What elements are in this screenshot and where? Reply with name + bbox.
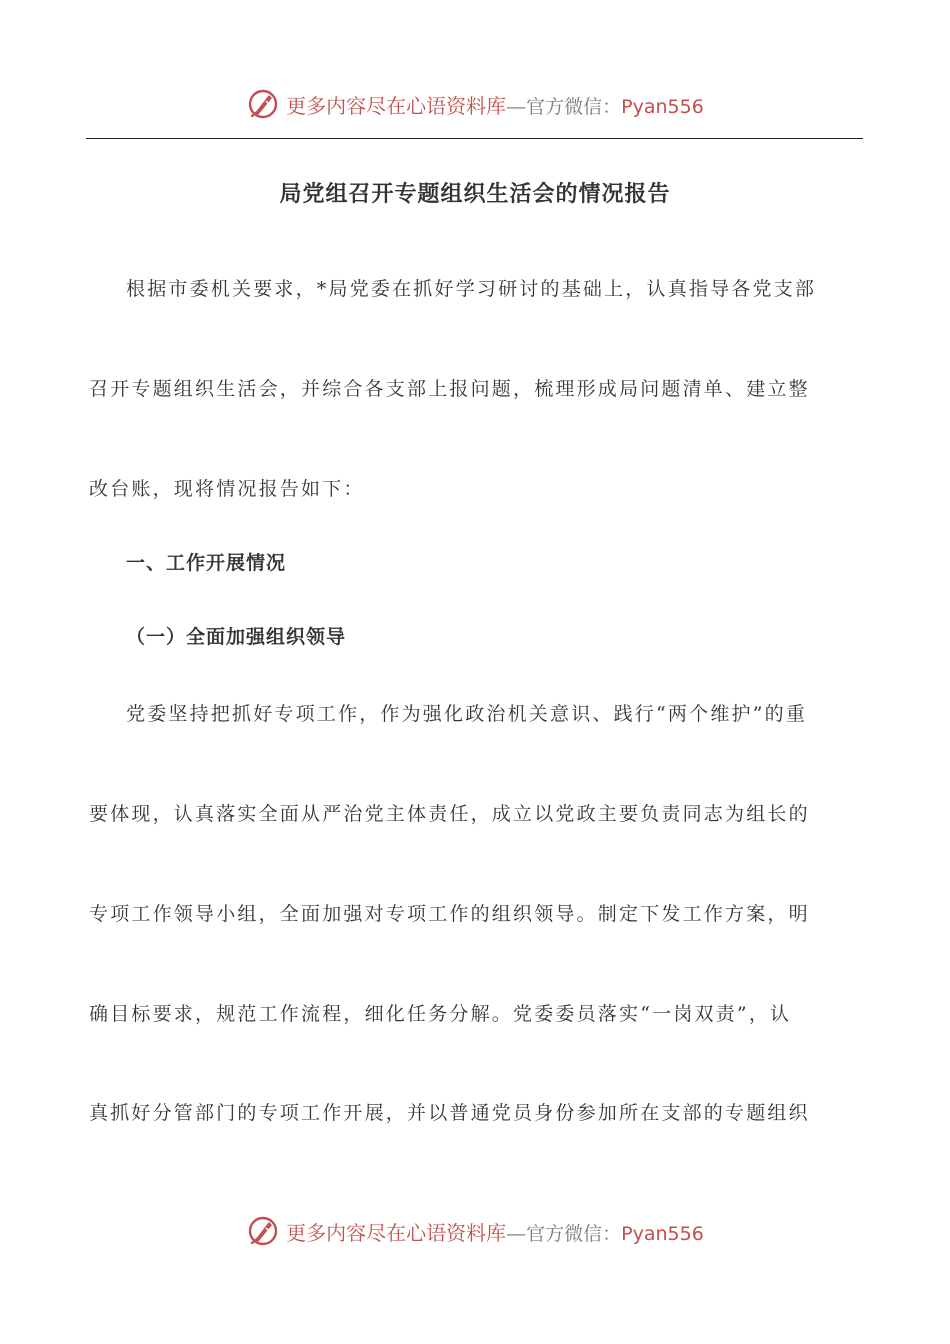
paragraph1-line1: 根据市委机关要求，*局党委在抓好学习研讨的基础上，认真指导各党支部 (126, 278, 817, 300)
watermark-label: 官方微信： (526, 1222, 622, 1245)
header-watermark (0, 84, 950, 124)
document-title: 局党组召开专题组织生活会的情况报告 (279, 181, 671, 207)
paragraph2-line5: 真抓好分管部门的专项工作开展，并以普通党员身份参加所在支部的专题组织 (89, 1102, 810, 1124)
paragraph1-line2: 召开专题组织生活会，并综合各支部上报问题，梳理形成局问题清单、建立整 (89, 378, 810, 400)
paragraph2-line2: 要体现，认真落实全面从严治党主体责任，成立以党政主要负责同志为组长的 (89, 803, 810, 825)
watermark-site: 更多内容尽在心语资料库 (286, 1220, 507, 1245)
header-divider (86, 138, 863, 139)
watermark-label: 官方微信： (526, 95, 622, 118)
paragraph2-line3: 专项工作领导小组，全面加强对专项工作的组织领导。制定下发工作方案，明 (89, 903, 810, 925)
quill-pen-logo-icon (246, 87, 280, 121)
watermark-dash: — (506, 93, 527, 118)
paragraph2-line1: 党委坚持把抓好专项工作，作为强化政治机关意识、践行“两个维护”的重 (126, 703, 808, 725)
quill-pen-logo-icon (246, 1214, 280, 1248)
subsection-heading-1-1: （一）全面加强组织领导 (126, 626, 347, 648)
watermark-wechat-id: Pyan556 (621, 95, 704, 118)
watermark-site: 更多内容尽在心语资料库 (286, 93, 507, 118)
watermark-text (286, 90, 704, 119)
paragraph1-line3: 改台账，现将情况报告如下： (89, 478, 365, 500)
footer-watermark (0, 1211, 950, 1251)
watermark-text (286, 1217, 704, 1246)
paragraph2-line4: 确目标要求，规范工作流程，细化任务分解。党委委员落实“一岗双责”，认 (89, 1003, 792, 1025)
watermark-dash: — (506, 1220, 527, 1245)
watermark-wechat-id: Pyan556 (621, 1222, 704, 1245)
section-heading-1: 一、工作开展情况 (126, 552, 287, 574)
